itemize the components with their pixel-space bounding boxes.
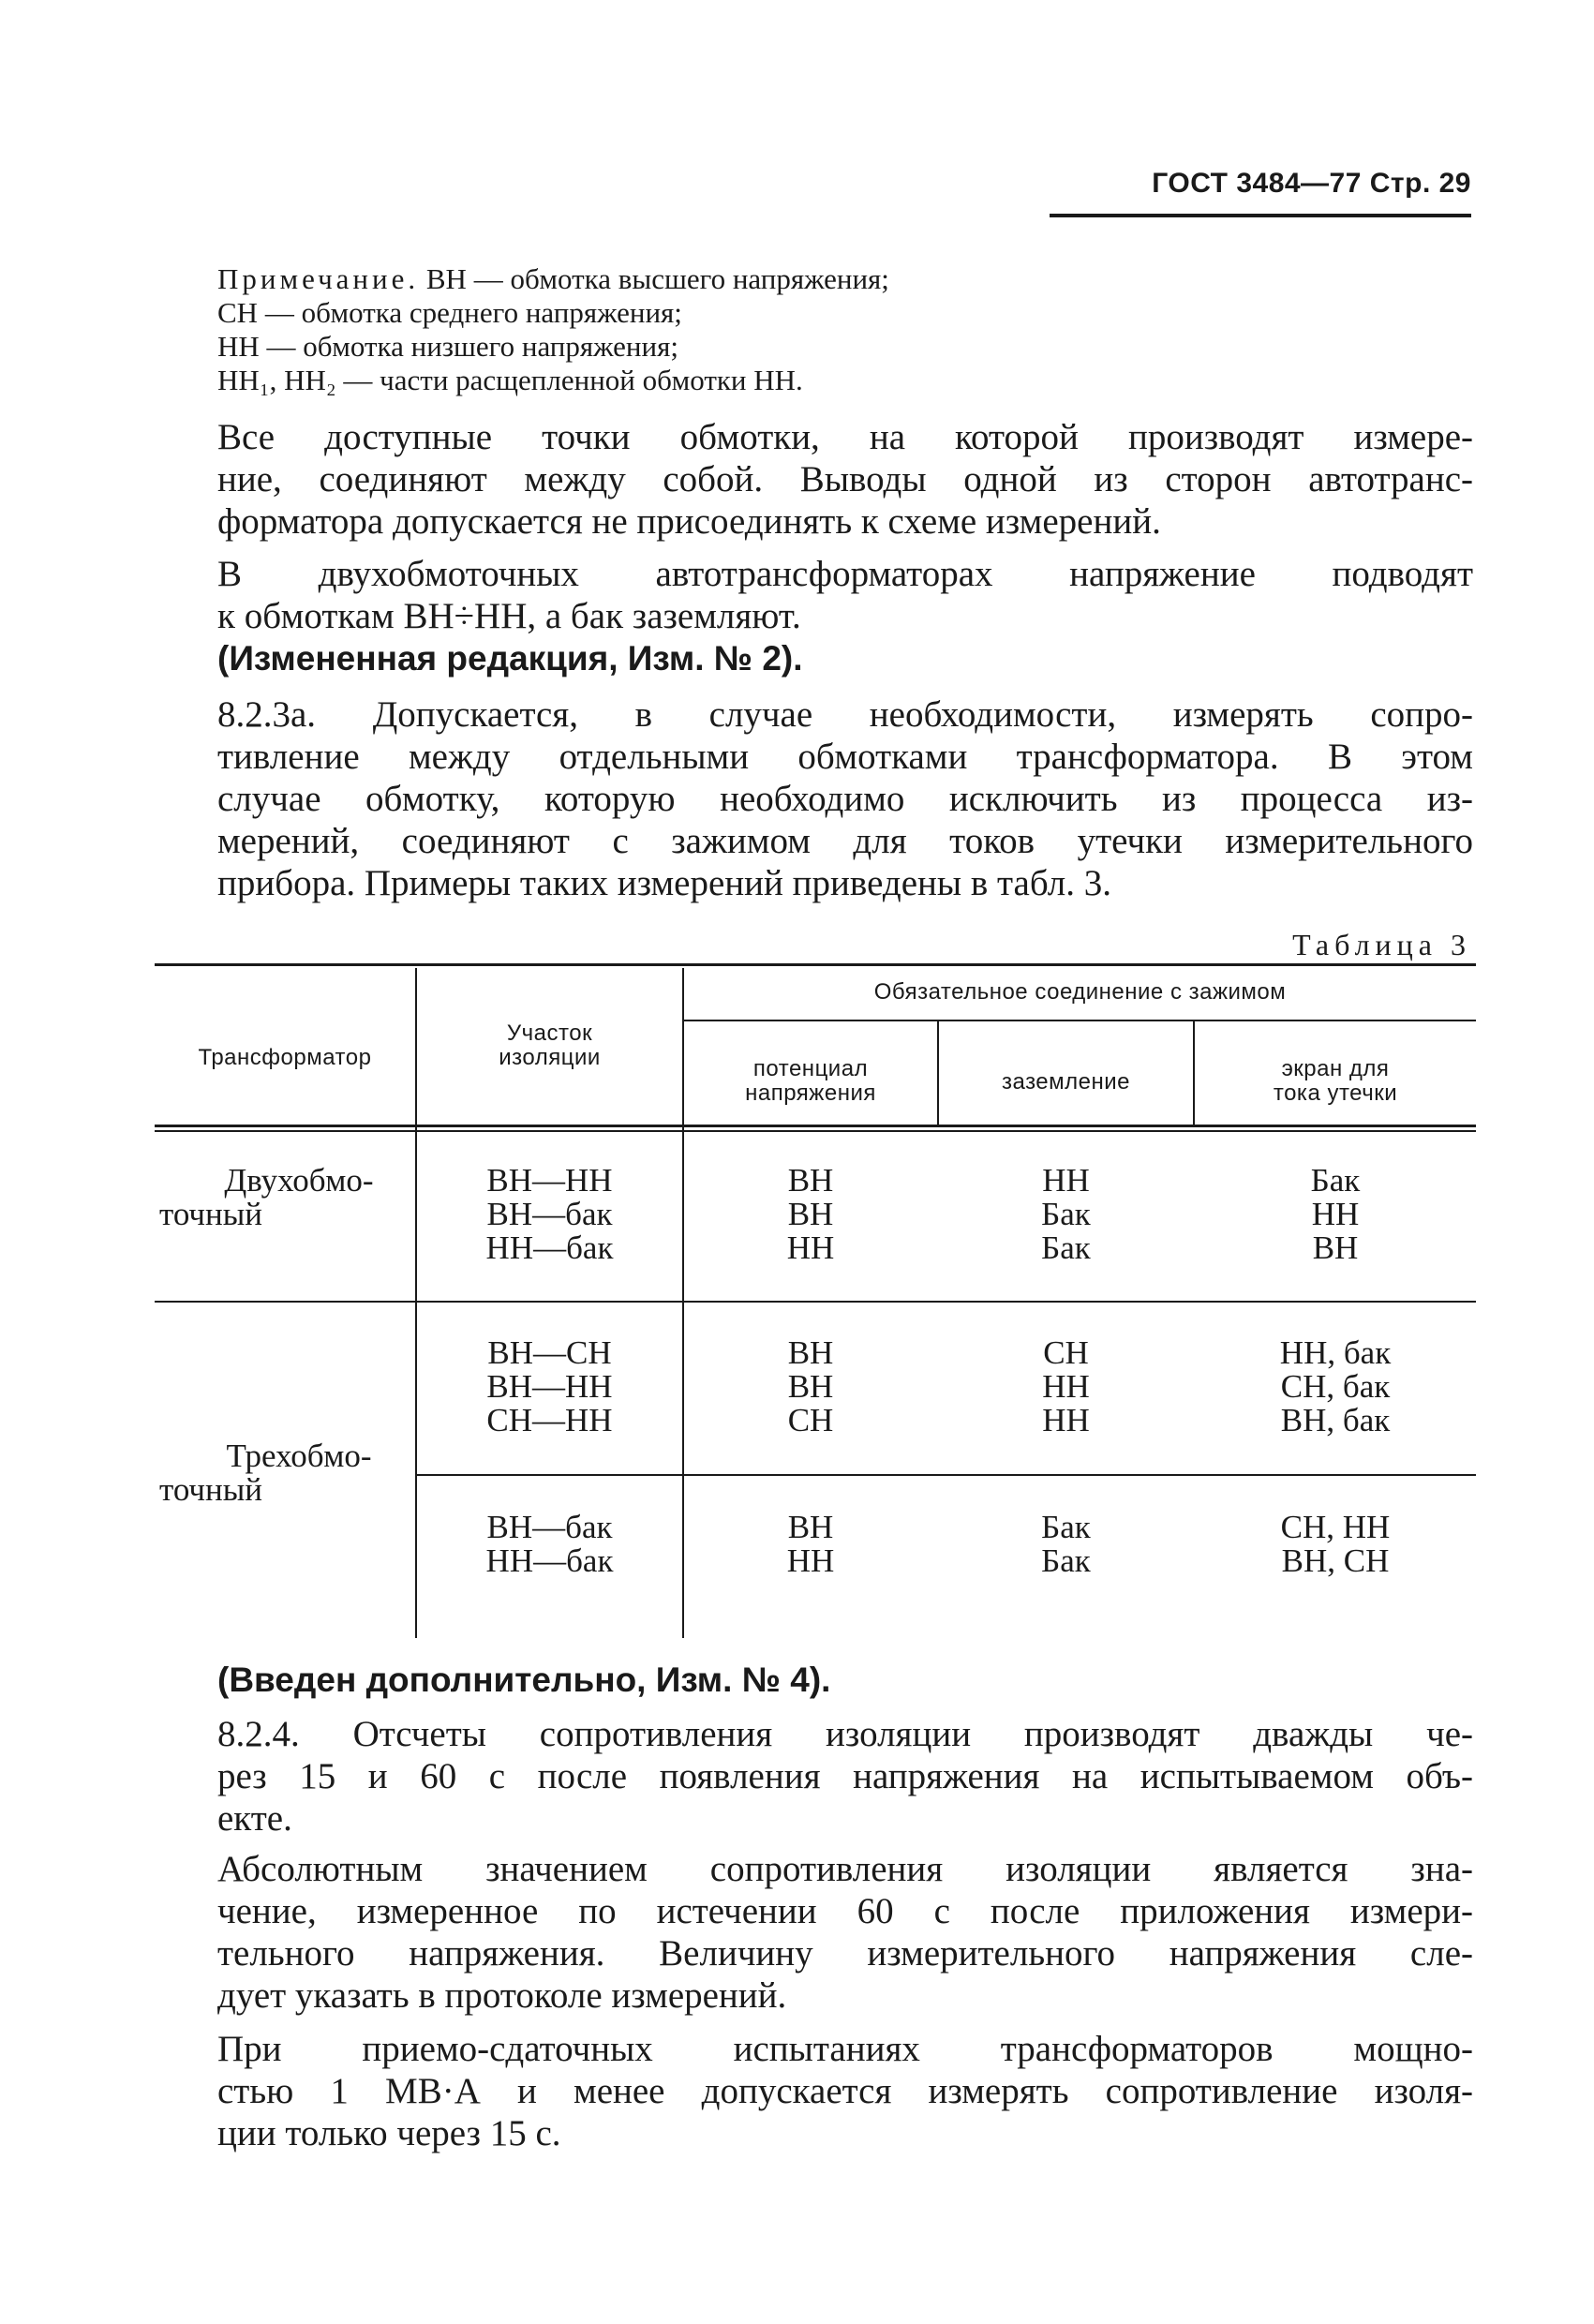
cell-ground (939, 1336, 1193, 1438)
cell-line: ВН—СН (487, 1334, 612, 1371)
cell-line: ВН—НН (486, 1368, 613, 1405)
cell-line: НН (1042, 1368, 1090, 1405)
note-line-1-text: ВН — обмотка высшего напряжения; (419, 262, 889, 295)
cell-line: НН (786, 1229, 835, 1266)
cell-line: Трехобмо- (226, 1438, 372, 1474)
col-header-screen (1195, 1057, 1476, 1106)
paragraph-line: 8.2.3а. Допускается, в случае необходимости, измерять сопро- (217, 694, 1473, 735)
header-group-rule (684, 1020, 1476, 1021)
paragraph-line: рез 15 и 60 с после появления напряжения на испытываемом объ- (217, 1756, 1473, 1796)
note-line-2: СН — обмотка среднего напряжения; (217, 296, 682, 329)
col-header-mandatory: Обязательное соединение с зажимом (873, 979, 1287, 1005)
cell-potential (684, 1511, 937, 1578)
header-line: потенциал (752, 1056, 869, 1081)
paragraph-line: В двухобмоточных автотрансформаторах напряжение подводят (217, 554, 1473, 594)
cell-line: СН, бак (1280, 1368, 1391, 1405)
paragraph-line: Все доступные точки обмотки, на которой производят измере- (217, 417, 1473, 457)
cell-line: НН (1042, 1162, 1090, 1199)
paragraph-line: Абсолютным значением сопротивления изоляции является зна- (217, 1849, 1473, 1889)
col-header-ground: заземление (1001, 1069, 1131, 1095)
cell-line: ВН (787, 1509, 834, 1545)
amendment-note-4 (217, 1659, 1473, 1701)
col-header-potential (684, 1057, 937, 1106)
cell-line: СН (1043, 1334, 1089, 1371)
paragraph-2 (217, 553, 1473, 679)
header-line: тока утечки (1273, 1080, 1398, 1106)
paragraph-line: тельного напряжения. Величину измерительного напряжения сле- (217, 1933, 1473, 1974)
table-top-rule (155, 963, 1476, 966)
cell-line: НН—бак (485, 1229, 614, 1266)
paragraph-line: ции только через 15 с. (217, 2113, 561, 2153)
paragraph-line: форматора допускается не присоединять к схеме измерений. (217, 501, 1161, 542)
cell-line: ВН (787, 1368, 834, 1405)
header-line: Участок (506, 1020, 593, 1046)
note-line-1 (217, 262, 1473, 296)
cell-line: точный (159, 1471, 263, 1508)
header-line: изоляции (499, 1045, 601, 1070)
header-line: напряжения (745, 1080, 876, 1106)
paragraph-line: мерений, соединяют с зажимом для токов утечки измерительного (217, 821, 1473, 861)
paragraph-line: к обмоткам ВН÷НН, а бак заземляют. (217, 596, 801, 636)
cell-line: СН—НН (486, 1402, 613, 1438)
cell-line: ВН, бак (1280, 1402, 1391, 1438)
cell-potential (684, 1164, 937, 1265)
paragraph-line: тивление между отдельными обмотками трансформатора. В этом (217, 737, 1473, 777)
paragraph-line: При приемо-сдаточных испытаниях трансформаторов мощно- (217, 2029, 1473, 2069)
page-header: ГОСТ 3484—77 Стр. 29 (1152, 168, 1471, 199)
paragraph-line: 8.2.4. Отсчеты сопротивления изоляции производят дважды че- (217, 1714, 1473, 1754)
note-line-3: НН — обмотка низшего напряжения; (217, 330, 678, 363)
cell-line: НН (786, 1542, 835, 1579)
table-caption: Таблица 3 (1292, 928, 1471, 961)
cell-line: НН (1042, 1402, 1090, 1438)
cell-transformer-three-winding (155, 1439, 415, 1507)
cell-line: ВН—бак (486, 1509, 613, 1545)
amendment-line: (Введен дополнительно, Изм. № 4). (217, 1661, 831, 1699)
cell-line: ВН—НН (486, 1162, 613, 1199)
cell-line: ВН (787, 1196, 834, 1232)
cell-line: ВН (1312, 1229, 1359, 1266)
amendment-note-2: (Измененная редакция, Изм. № 2). (217, 639, 803, 678)
paragraph-5 (217, 1713, 1473, 1840)
note-line-4: НН₁, НН₂ — части расщепленной обмотки НН. (217, 364, 803, 396)
cell-screen (1195, 1336, 1476, 1438)
cell-potential (684, 1336, 937, 1438)
cell-line: Бак (1310, 1162, 1361, 1199)
cell-screen (1195, 1511, 1476, 1578)
cell-line: Бак (1041, 1229, 1091, 1266)
cell-section (417, 1336, 682, 1438)
cell-ground (939, 1511, 1193, 1578)
group-divider (155, 1301, 1476, 1303)
cell-line: ВН (787, 1162, 834, 1199)
header-rule (1050, 214, 1471, 217)
paragraph-7 (217, 2028, 1473, 2154)
header-bottom-rule (155, 1125, 1476, 1127)
paragraph-line: прибора. Примеры таких измерений приведены в табл. 3. (217, 863, 1111, 903)
paragraph-line: екте. (217, 1798, 292, 1839)
cell-line: ВН (787, 1334, 834, 1371)
cell-transformer-two-winding (155, 1164, 415, 1231)
cell-line: ВН—бак (486, 1196, 613, 1232)
paragraph-line: ние, соединяют между собой. Выводы одной из сторон автотранс- (217, 459, 1473, 499)
cell-line: Бак (1041, 1542, 1091, 1579)
cell-line: СН, НН (1280, 1509, 1391, 1545)
cell-line: Бак (1041, 1196, 1091, 1232)
cell-section (417, 1511, 682, 1578)
col-header-transformer: Трансформатор (198, 1045, 372, 1070)
paragraph-line: случае обмотку, которую необходимо исключить из процесса из- (217, 779, 1473, 819)
cell-section (417, 1164, 682, 1265)
paragraph-line: дует указать в протоколе измерений. (217, 1975, 787, 2016)
cell-ground (939, 1164, 1193, 1265)
paragraph-line: стью 1 МВ·А и менее допускается измерять сопротивление изоля- (217, 2071, 1473, 2111)
cell-line: Бак (1041, 1509, 1091, 1545)
header-line: экран для (1281, 1056, 1390, 1081)
cell-line: СН (787, 1402, 834, 1438)
paragraph-line: чение, измеренное по истечении 60 с после приложения измери- (217, 1891, 1473, 1931)
cell-line: Двухобмо- (224, 1162, 374, 1199)
cell-line: НН, бак (1279, 1334, 1392, 1371)
cell-line: НН—бак (485, 1542, 614, 1579)
cell-line: точный (159, 1196, 263, 1232)
cell-line: НН (1311, 1196, 1360, 1232)
cell-screen (1195, 1164, 1476, 1265)
paragraph-3 (217, 693, 1473, 904)
paragraph-6 (217, 1848, 1473, 2017)
subgroup-divider (417, 1474, 1476, 1476)
note-lead: Примечание. (217, 262, 420, 295)
note-block (217, 262, 1473, 397)
paragraph-1 (217, 416, 1473, 543)
header-bottom-rule-2 (155, 1130, 1476, 1132)
cell-line: ВН, СН (1281, 1542, 1390, 1579)
table-3 (155, 963, 1476, 1638)
col-header-section (417, 1021, 682, 1070)
